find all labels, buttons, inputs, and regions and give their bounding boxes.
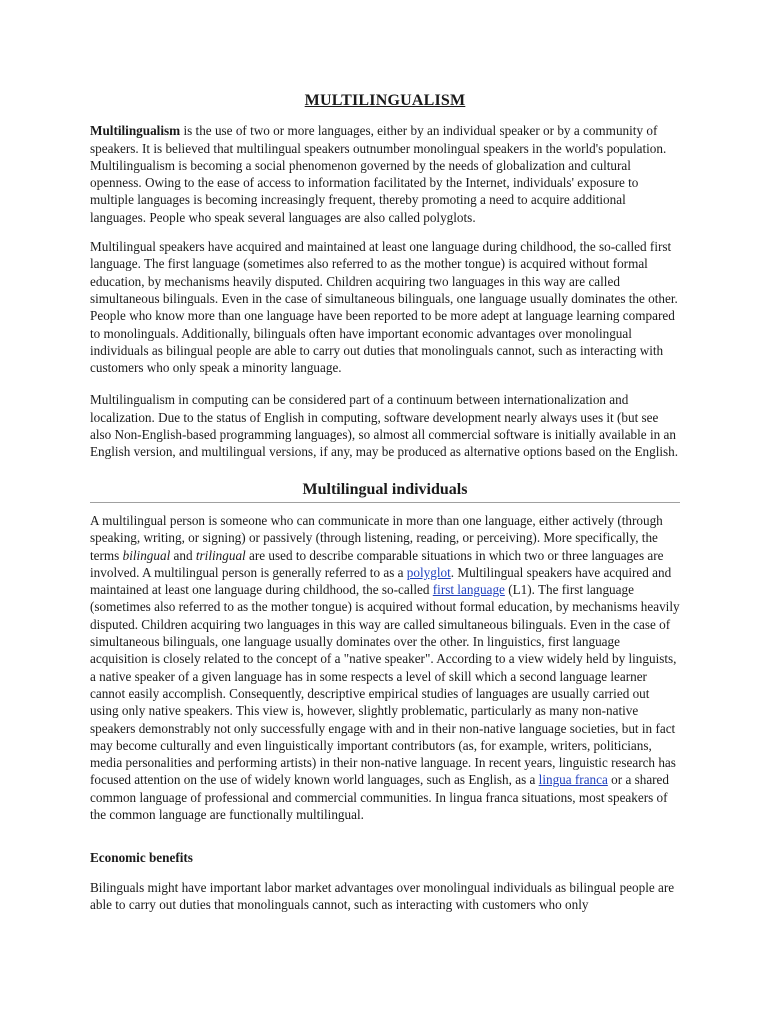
first-language-paragraph: Multilingual speakers have acquired and maintained at least one language during childhood, the so-called first language. The first language (sometimes also referred to as the mother tongue) is acquired without formal education, by mechanisms heavily disputed. Children acquiring two languages in this way are called simultaneous bilinguals. Even in the case of simultaneous bilinguals, one language usually dominates the other. People who know more than one language have been reported to be more adept at language learning compared to monolinguals. Additionally, bilinguals often have important economic advantages over monolingual individuals as bilingual people are able to carry out duties that monolinguals cannot, such as interacting with customers who only speak a minority language.: [90, 239, 678, 376]
paragraph-text: A multilingual person is someone who can communicate in more than one language, either actively (through speaking, writing, or signing) or passively (through listening, reading, or perceiving). More specifically, the terms: [90, 512, 663, 563]
intro-paragraph: [90, 122, 680, 226]
paragraph-text: (L1). The first language (sometimes also referred to as the mother tongue) is acquired without formal education, by mechanisms heavily disputed. Children acquiring two languages in this way are called simultaneous bilinguals. Even in the case of simultaneous bilinguals, one language usually dominates over the other. In linguistics, first language acquisition is closely related to the concept of a "native speaker". According to a view widely held by linguists, a native speaker of a given language has in some respects a level of skill which a second language learner cannot easily accomplish. Consequently, descriptive empirical studies of languages are usually carried out using only native speakers. This view is, however, slightly problematic, particularly as many non-native speakers demonstrably not only successfully engage with and in their non-native language societies, but in fact may become culturally and even linguistically important contributors (as, for example, writers, politicians, media personalities and performing artists) in their non-native language. In recent years, linguistic research has focused attention on the use of widely known world languages, such as English, as a: [90, 582, 680, 788]
paragraph-text: and: [170, 547, 196, 563]
section-heading-multilingual-individuals: Multilingual individuals: [90, 481, 680, 503]
page-title: MULTILINGUALISM: [304, 92, 466, 109]
paragraph-text: or a shared common language of professional and commercial communities. In lingua franca situations, most speakers of the common language are functionally multilingual.: [90, 772, 670, 822]
paragraph-text: . Multilingual speakers have acquired and maintained at least one language during childhood, the so-called: [90, 564, 672, 598]
intro-text: is the use of two or more languages, either by an individual speaker or by a community of speakers. It is believed that multilingual speakers outnumber monolingual speakers in the world's population. Multilingualism is becoming a social phenomenon governed by the needs of globalization and cultural openness. Owing to the ease of access to information facilitated by the Internet, individuals' exposure to multiple languages is becoming increasingly frequent, thereby promoting a need to acquire additional languages. People who speak several languages are also called polyglots.: [90, 123, 667, 225]
economic-benefits-paragraph: Bilinguals might have important labor market advantages over monolingual individuals as bilingual people are able to carry out duties that monolinguals cannot, such as interacting with customers who only: [90, 879, 675, 912]
polyglot-link[interactable]: polyglot: [406, 564, 451, 580]
intro-term: Multilingualism: [90, 123, 181, 139]
lingua-franca-link[interactable]: lingua franca: [538, 772, 608, 788]
italic-term-bilingual: bilingual: [122, 547, 171, 563]
multilingual-individuals-paragraph: [90, 512, 680, 823]
first-language-link[interactable]: first language: [432, 582, 505, 598]
computing-paragraph: Multilingualism in computing can be considered part of a continuum between internationalization and localization. Due to the status of English in computing, software development nearly always uses it (but see also Non-English-based programming languages), so almost all commercial software is initially available in an English version, and multilingual versions, if any, may be produced as alternative options based on the English.: [90, 392, 679, 460]
section-heading-economic-benefits: Economic benefits: [90, 850, 193, 866]
paragraph-text: are used to describe comparable situations in which two or three languages are involved. A multilingual person is generally referred to as a: [90, 547, 664, 580]
document-page: [90, 92, 680, 925]
italic-term-trilingual: trilingual: [195, 547, 246, 563]
